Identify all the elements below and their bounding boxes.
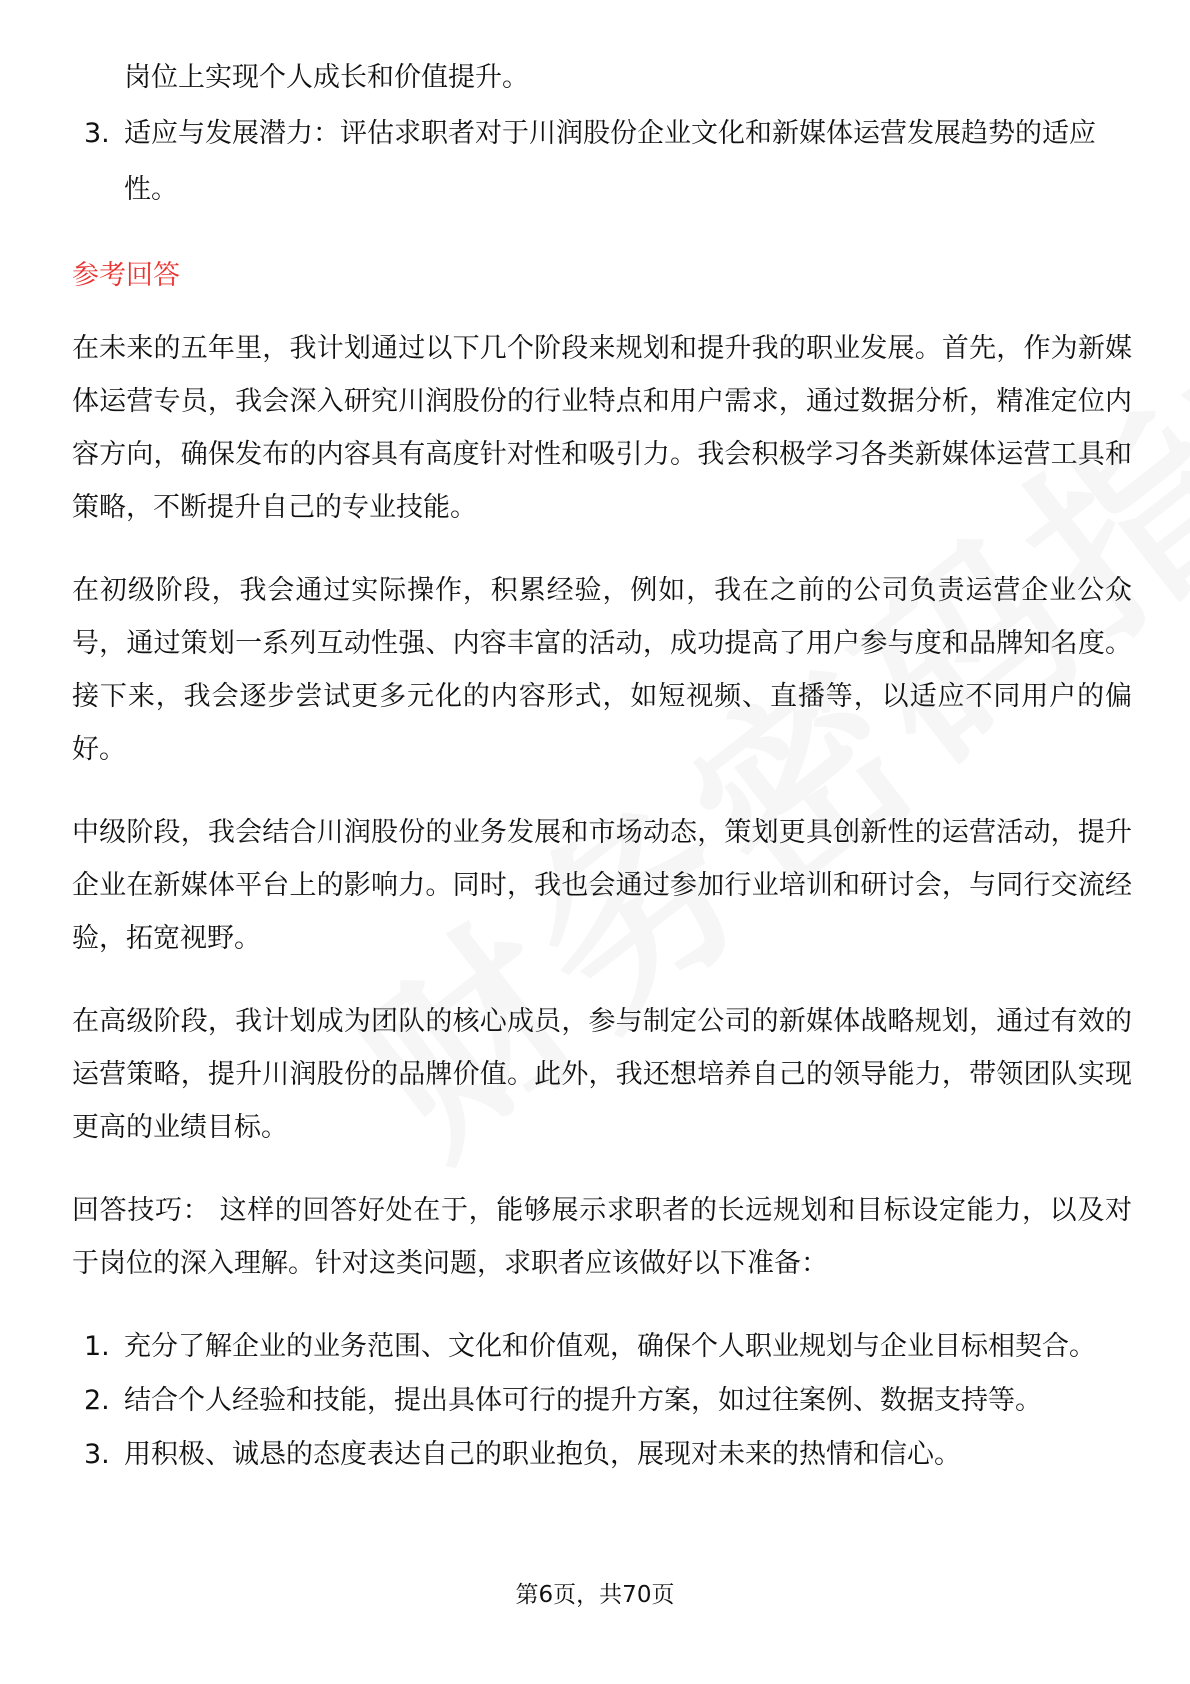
- list-item: [72, 1374, 1132, 1428]
- list-number: 1.: [84, 1331, 110, 1362]
- continued-list-text: 岗位上实现个人成长和价值提升。: [124, 62, 529, 93]
- list-number: 2.: [84, 1385, 110, 1416]
- list-text: 适应与发展潜力：评估求职者对于川润股份企业文化和新媒体运营发展趋势的适应性。: [124, 118, 1096, 205]
- list-item: [72, 1320, 1132, 1374]
- page-footer: 第6页，共70页: [515, 1582, 675, 1608]
- list-text: 充分了解企业的业务范围、文化和价值观，确保个人职业规划与企业目标相契合。: [124, 1331, 1096, 1362]
- section-title: 参考回答: [72, 260, 180, 291]
- paragraph: 中级阶段，我会结合川润股份的业务发展和市场动态，策划更具创新性的运营活动，提升企业在新媒体平台上的影响力。同时，我也会通过参加行业培训和研讨会，与同行交流经验，拓宽视野。: [72, 817, 1132, 954]
- paragraph: 在未来的五年里，我计划通过以下几个阶段来规划和提升我的职业发展。首先，作为新媒体运营专员，我会深入研究川润股份的行业特点和用户需求，通过数据分析，精准定位内容方向，确保发布的内容具有高度针对性和吸引力。我会积极学习各类新媒体运营工具和策略，不断提升自己的专业技能。: [72, 333, 1132, 523]
- list-number: 3.: [84, 1439, 110, 1470]
- paragraph: 回答技巧： 这样的回答好处在于，能够展示求职者的长远规划和目标设定能力，以及对于岗位的深入理解。针对这类问题，求职者应该做好以下准备：: [72, 1195, 1132, 1279]
- paragraph: 在初级阶段，我会通过实际操作，积累经验，例如，我在之前的公司负责运营企业公众号，通过策划一系列互动性强、内容丰富的活动，成功提高了用户参与度和品牌知名度。接下来，我会逐步尝试更多元化的内容形式，如短视频、直播等，以适应不同用户的偏好。: [72, 575, 1132, 765]
- list-text: 用积极、诚恳的态度表达自己的职业抱负，展现对未来的热情和信心。: [124, 1439, 961, 1470]
- list-number: 3.: [84, 118, 110, 149]
- page-content: [72, 50, 1132, 1482]
- list-item: [72, 106, 1132, 218]
- paragraph: 在高级阶段，我计划成为团队的核心成员，参与制定公司的新媒体战略规划，通过有效的运营策略，提升川润股份的品牌价值。此外，我还想培养自己的领导能力，带领团队实现更高的业绩目标。: [72, 1006, 1132, 1143]
- tips-list: [72, 1320, 1132, 1482]
- list-text: 结合个人经验和技能，提出具体可行的提升方案，如过往案例、数据支持等。: [124, 1385, 1042, 1416]
- list-item: [72, 1428, 1132, 1482]
